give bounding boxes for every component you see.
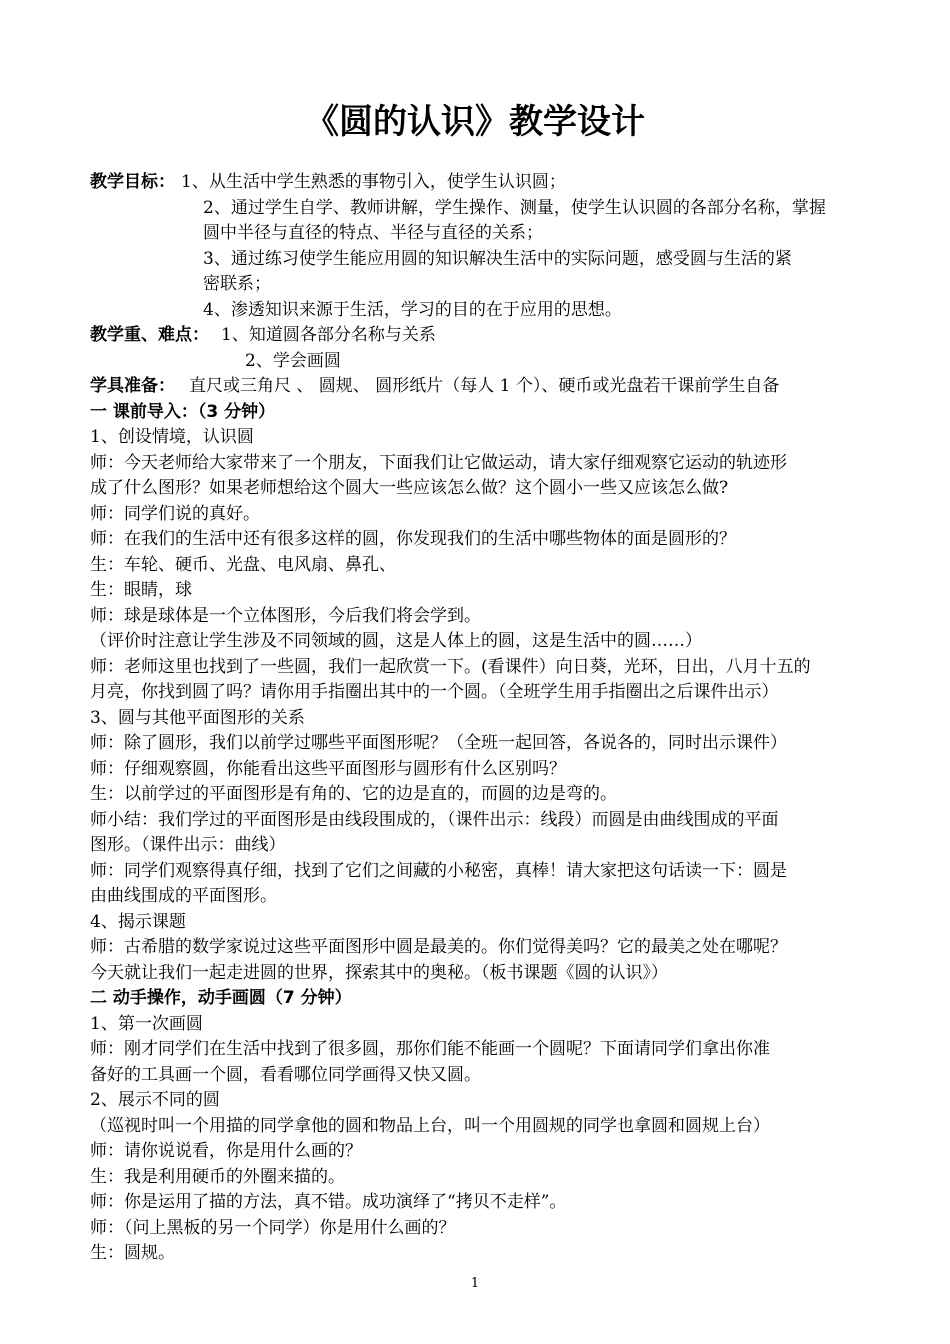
goals-line-1 xyxy=(90,170,880,196)
goal-2a: 2、通过学生自学、教师讲解，学生操作、测量，使学生认识圆的各部分名称，掌握 xyxy=(203,197,826,218)
paragraph-line: 师：（问上黑板的另一个同学）你是用什么画的？ xyxy=(90,1217,456,1238)
paragraph-line: 师：你是运用了描的方法，真不错。成功演绎了“拷贝不走样”。 xyxy=(90,1192,567,1212)
goal-4: 4、渗透知识来源于生活，学习的目的在于应用的思想。 xyxy=(203,299,622,320)
document-body xyxy=(90,170,880,1267)
page-number: 1 xyxy=(470,1276,480,1291)
paragraph-line: 生：我是利用硬币的外圈来描的。 xyxy=(90,1166,345,1187)
subsection-heading: 2、展示不同的圆 xyxy=(90,1090,220,1110)
tools-label: 学具准备： xyxy=(90,376,175,396)
goals-label: 教学目标： xyxy=(90,172,175,192)
paragraph-line: 师：在我们的生活中还有很多这样的圆，你发现我们的生活中哪些物体的面是圆形的？ xyxy=(90,529,736,549)
paragraph-line: 师：仔细观察圆，你能看出这些平面图形与圆形有什么区别吗？ xyxy=(90,758,566,779)
paragraph-line: 师：同学们观察得真仔细，找到了它们之间藏的小秘密，真棒！请大家把这句话读一下：圆是 xyxy=(90,860,787,881)
paragraph-line: 师小结：我们学过的平面图形是由线段围成的，（课件出示：线段）而圆是由曲线围成的平面 xyxy=(90,809,779,830)
paragraph-line: 师：刚才同学们在生活中找到了很多圆，那你们能不能画一个圆呢？下面请同学们拿出你准 xyxy=(90,1039,770,1059)
section-1-heading: 一 课前导入：（3 分钟） xyxy=(90,401,276,422)
paragraph-line: 师：古希腊的数学家说过这些平面图形中圆是最美的。你们觉得美吗？它的最美之处在哪呢？ xyxy=(90,937,787,957)
subsection-heading: 3、圆与其他平面图形的关系 xyxy=(90,707,305,728)
paragraph-line: 生：眼睛，球 xyxy=(90,580,192,600)
goal-3a: 3、通过练习使学生能应用圆的知识解决生活中的实际问题，感受圆与生活的紧 xyxy=(203,248,792,269)
paragraph-line: 月亮，你找到圆了吗？请你用手指圈出其中的一个圆。（全班学生用手指圈出之后课件出示） xyxy=(90,682,779,702)
paragraph-line: 师：请你说说看，你是用什么画的？ xyxy=(90,1141,362,1161)
paragraph-line: 今天就让我们一起走进圆的世界，探索其中的奥秘。（板书课题《圆的认识》） xyxy=(90,962,668,983)
document-title: 《圆的认识》教学设计 xyxy=(305,102,645,142)
section-2-heading: 二 动手操作，动手画圆（7 分钟） xyxy=(90,988,352,1008)
paragraph-line: 师：除了圆形，我们以前学过哪些平面图形呢？（全班一起回答，各说各的，同时出示课件） xyxy=(90,733,787,753)
tools-text: 直尺或三角尺 、 圆规、 圆形纸片（每人 1 个）、硬币或光盘若干课前学生自备 xyxy=(189,376,780,396)
paragraph-line: 图形。（课件出示：曲线） xyxy=(90,835,286,855)
key-point-2: 2、学会画圆 xyxy=(245,350,341,371)
goal-2b: 圆中半径与直径的特点、半径与直径的关系； xyxy=(203,223,543,243)
key-point-1: 1、知道圆各部分名称与关系 xyxy=(221,325,436,345)
paragraph-line: 师：今天老师给大家带来了一个朋友，下面我们让它做运动，请大家仔细观察它运动的轨迹形 xyxy=(90,452,787,473)
paragraph-line: 生：圆规。 xyxy=(90,1243,175,1263)
paragraph-line: 生：以前学过的平面图形是有角的、它的边是直的，而圆的边是弯的。 xyxy=(90,784,617,804)
paragraph-line: 备好的工具画一个圆，看看哪位同学画得又快又圆。 xyxy=(90,1064,481,1085)
subsection-heading: 4、揭示课题 xyxy=(90,911,186,932)
key-points-line-1 xyxy=(90,323,880,349)
paragraph-line: （评价时注意让学生涉及不同领域的圆，这是人体上的圆，这是生活中的圆……） xyxy=(90,631,702,651)
key-points-label: 教学重、难点： xyxy=(90,325,209,345)
subsection-heading: 1、第一次画圆 xyxy=(90,1013,203,1034)
goal-3b: 密联系； xyxy=(203,274,271,294)
paragraph-line: 成了什么图形？如果老师想给这个圆大一些应该怎么做？这个圆小一些又应该怎么做? xyxy=(90,478,729,498)
goal-1: 1、从生活中学生熟悉的事物引入，使学生认识圆； xyxy=(181,172,566,192)
paragraph-line: 由曲线围成的平面图形。 xyxy=(90,886,277,906)
paragraph-line: 生：车轮、硬币、光盘、电风扇、鼻孔、 xyxy=(90,554,396,575)
paragraph-line: 师：球是球体是一个立体图形，今后我们将会学到。 xyxy=(90,605,481,626)
tools-line xyxy=(90,374,880,400)
paragraph-line: 1、创设情境，认识圆 xyxy=(90,427,254,447)
paragraph-line: 师：同学们说的真好。 xyxy=(90,503,260,524)
paragraph-line: 师：老师这里也找到了一些圆，我们一起欣赏一下。(看课件）向日葵，光环，日出，八月十五的 xyxy=(90,656,811,677)
paragraph-line: （巡视时叫一个用描的同学拿他的圆和物品上台，叫一个用圆规的同学也拿圆和圆规上台） xyxy=(90,1115,770,1136)
